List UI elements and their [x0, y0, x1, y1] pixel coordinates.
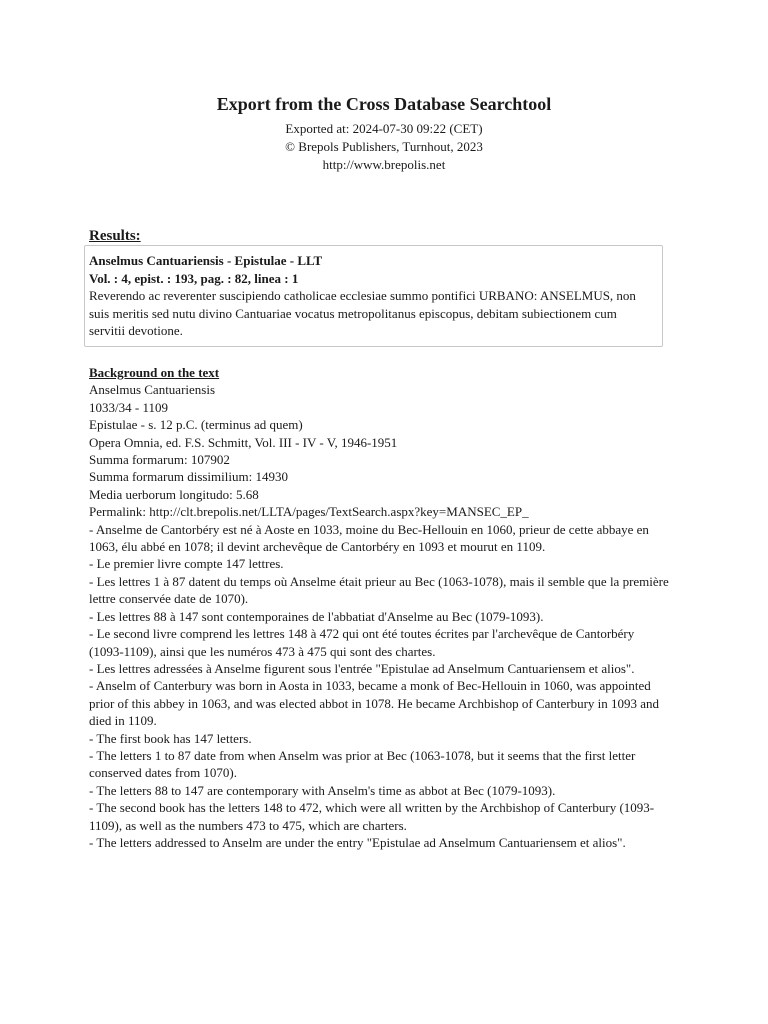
export-header: [0, 92, 768, 174]
background-line: Summa formarum dissimilium: 14930: [89, 469, 288, 485]
background-section: [89, 364, 669, 851]
background-line: - Le second livre comprend les lettres 148 à 472 qui ont été toutes écrites par l'archevêque de Cantorbéry (1093-1109), ainsi que les numéros 473 à 475 qui sont des chartes.: [89, 626, 635, 659]
background-line: - Anselm of Canterbury was born in Aosta in 1033, became a monk of Bec-Hellouin in 1060, was appointed prior of this abbey in 1063, and was elected abbot in 1078. He became Archbishop of Canterbury in 1093 and died in 1109.: [89, 678, 660, 729]
background-line: 1033/34 - 1109: [89, 399, 168, 415]
background-line: - Anselme de Cantorbéry est né à Aoste en 1033, moine du Bec-Hellouin en 1060, prieur de cette abbaye en 1063, élu abbé en 1078; il devint archevêque de Cantorbéry en 1093 et mourut en 1109.: [89, 521, 649, 555]
background-line: - The second book has the letters 148 to 472, which were all written by the Archbishop of Canterbury (1093-1109), as well as the numbers 473 to 475, which are charters.: [89, 800, 655, 833]
background-line: - The letters addressed to Anselm are under the entry "Epistulae ad Anselmum Cantuariensem et alios".: [89, 834, 626, 850]
background-line: - Les lettres 88 à 147 sont contemporaines de l'abbatiat d'Anselme au Bec (1079-1093).: [89, 608, 544, 624]
result-reference: Vol. : 4, epist. : 193, pag. : 82, linea : 1: [89, 270, 299, 286]
background-line: Media uerborum longitudo: 5.68: [89, 486, 259, 502]
permalink[interactable]: Permalink: http://clt.brepolis.net/LLTA/pages/TextSearch.aspx?key=MANSEC_EP_: [89, 504, 529, 520]
background-line: - The letters 88 to 147 are contemporary with Anselm's time as abbot at Bec (1079-1093).: [89, 782, 556, 798]
background-line: Summa formarum: 107902: [89, 452, 230, 468]
results-heading: Results:: [89, 228, 141, 244]
background-line: - Le premier livre compte 147 lettres.: [89, 556, 284, 572]
page-title: Export from the Cross Database Searchtool: [216, 94, 552, 114]
background-line: - The first book has 147 letters.: [89, 730, 252, 746]
copyright-notice: © Brepols Publishers, Turnhout, 2023: [285, 139, 483, 154]
background-line: - Les lettres adressées à Anselme figurent sous l'entrée "Epistulae ad Anselmum Cantuariensem et alios".: [89, 660, 635, 676]
result-work-title: Anselmus Cantuariensis - Epistulae - LLT: [89, 253, 323, 268]
background-heading: Background on the text: [89, 365, 220, 380]
publisher-url: http://www.brepolis.net: [322, 157, 446, 172]
background-line: - Les lettres 1 à 87 datent du temps où Anselme était prieur au Bec (1063-1078), mais il semble que la première lettre conservée date de 1070).: [89, 573, 669, 607]
background-line: Anselmus Cantuariensis: [89, 382, 216, 398]
result-text: Reverendo ac reverenter suscipiendo catholicae ecclesiae summo pontifici URBANO: ANSELMUS, non suis meritis sed nutu divino Cantuariae vocatus metropolitanus episcopus, debitam subiectionem cum servitii devotione.: [89, 288, 636, 338]
background-line: Opera Omnia, ed. F.S. Schmitt, Vol. III - IV - V, 1946-1951: [89, 434, 398, 450]
exported-at: Exported at: 2024-07-30 09:22 (CET): [285, 121, 483, 136]
result-item: [84, 245, 663, 347]
background-line: - The letters 1 to 87 date from when Anselm was prior at Bec (1063-1078, but it seems that the first letter conserved dates from 1070).: [89, 747, 636, 781]
background-line: Epistulae - s. 12 p.C. (terminus ad quem): [89, 417, 303, 433]
